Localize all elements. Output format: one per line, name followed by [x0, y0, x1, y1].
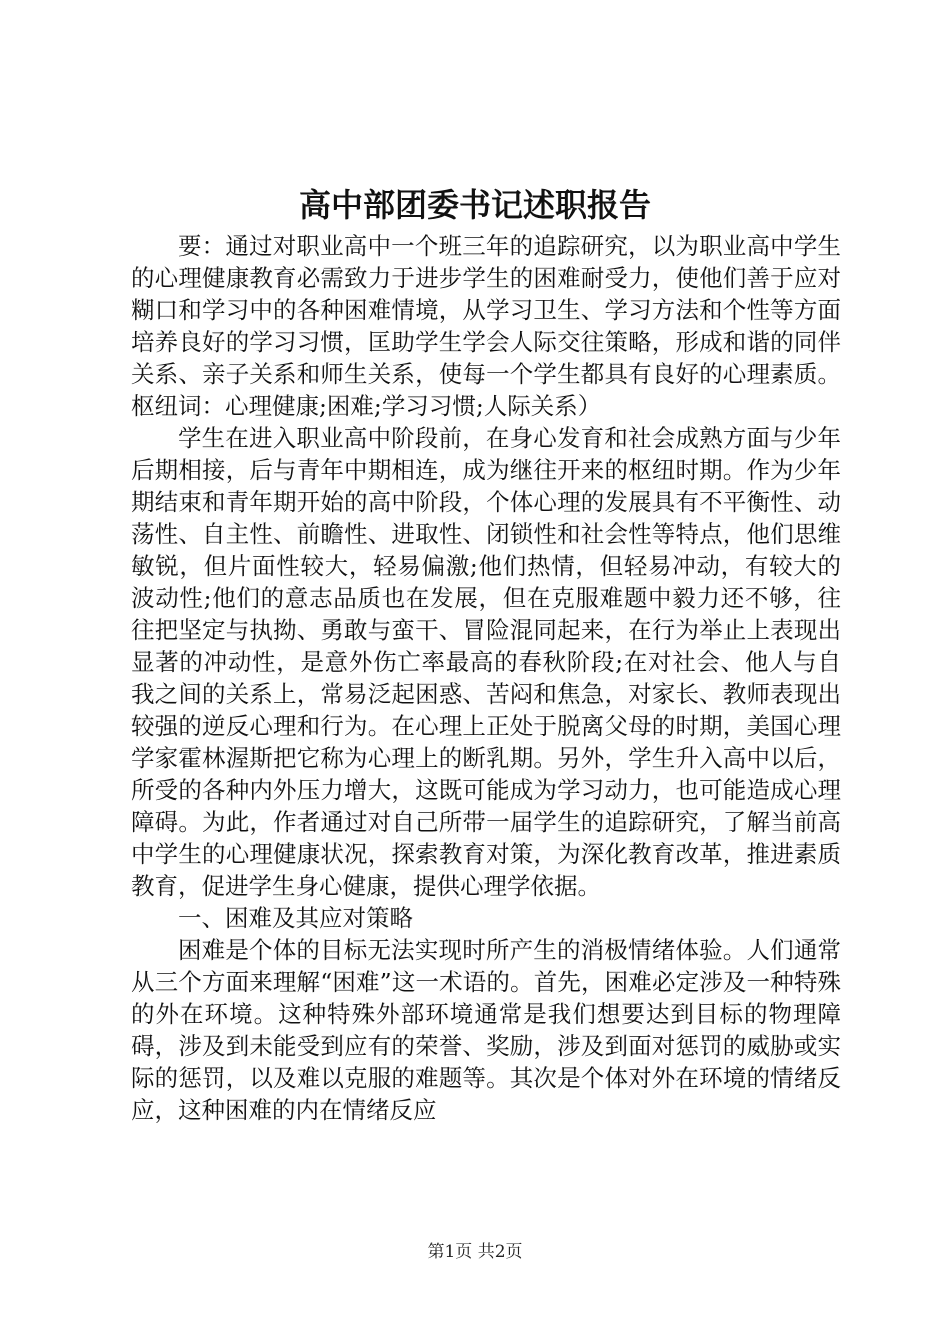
paragraph-abstract: 要：通过对职业高中一个班三年的追踪研究，以为职业高中学生的心理健康教育必需致力于进步学生的困难耐受力，使他们善于应对糊口和学习中的各种困难情境，从学习卫生、学习方法和个性等方面培养良好的学习习惯，匡助学生学会人际交往策略，形成和谐的同伴关系、亲子关系和师生关系，使每一个学生都具有良好的心理素质。枢纽词：心理健康;困难;学习习惯;人际关系） [131, 232, 841, 420]
page-footer: 第1页 共2页 [427, 1242, 523, 1262]
document-title: 高中部团委书记述职报告 [298, 186, 651, 224]
document-body [131, 230, 841, 1126]
paragraph-intro: 学生在进入职业高中阶段前，在身心发育和社会成熟方面与少年后期相接，后与青年中期相连，成为继往开来的枢纽时期。作为少年期结束和青年期开始的高中阶段，个体心理的发展具有不平衡性、动荡性、自主性、前瞻性、进取性、闭锁性和社会性等特点，他们思维敏锐，但片面性较大，轻易偏激;他们热情，但轻易冲动，有较大的波动性;他们的意志品质也在发展，但在克服难题中毅力还不够，往往把坚定与执拗、勇敢与蛮干、冒险混同起来，在行为举止上表现出显著的冲动性，是意外伤亡率最高的春秋阶段;在对社会、他人与自我之间的关系上，常易泛起困惑、苦闷和焦急，对家长、教师表现出较强的逆反心理和行为。在心理上正处于脱离父母的时期，美国心理学家霍林渥斯把它称为心理上的断乳期。另外，学生升入高中以后，所受的各种内外压力增大，这既可能成为学习动力，也可能造成心理障碍。为此，作者通过对自己所带一届学生的追踪研究，了解当前高中学生的心理健康状况，探索教育对策，为深化教育改革，推进素质教育，促进学生身心健康，提供心理学依据。 [131, 424, 841, 900]
section-heading: 一、困难及其应对策略 [178, 904, 413, 932]
paragraph-section-1: 困难是个体的目标无法实现时所产生的消极情绪体验。人们通常从三个方面来理解“困难”这一术语的。首先，困难必定涉及一种特殊的外在环境。这种特殊外部环境通常是我们想要达到目标的物理障碍，涉及到未能受到应有的荣誉、奖励，涉及到面对惩罚的威胁或实际的惩罚，以及难以克服的难题等。其次是个体对外在环境的情绪反应，这种困难的内在情绪反应 [131, 936, 841, 1124]
